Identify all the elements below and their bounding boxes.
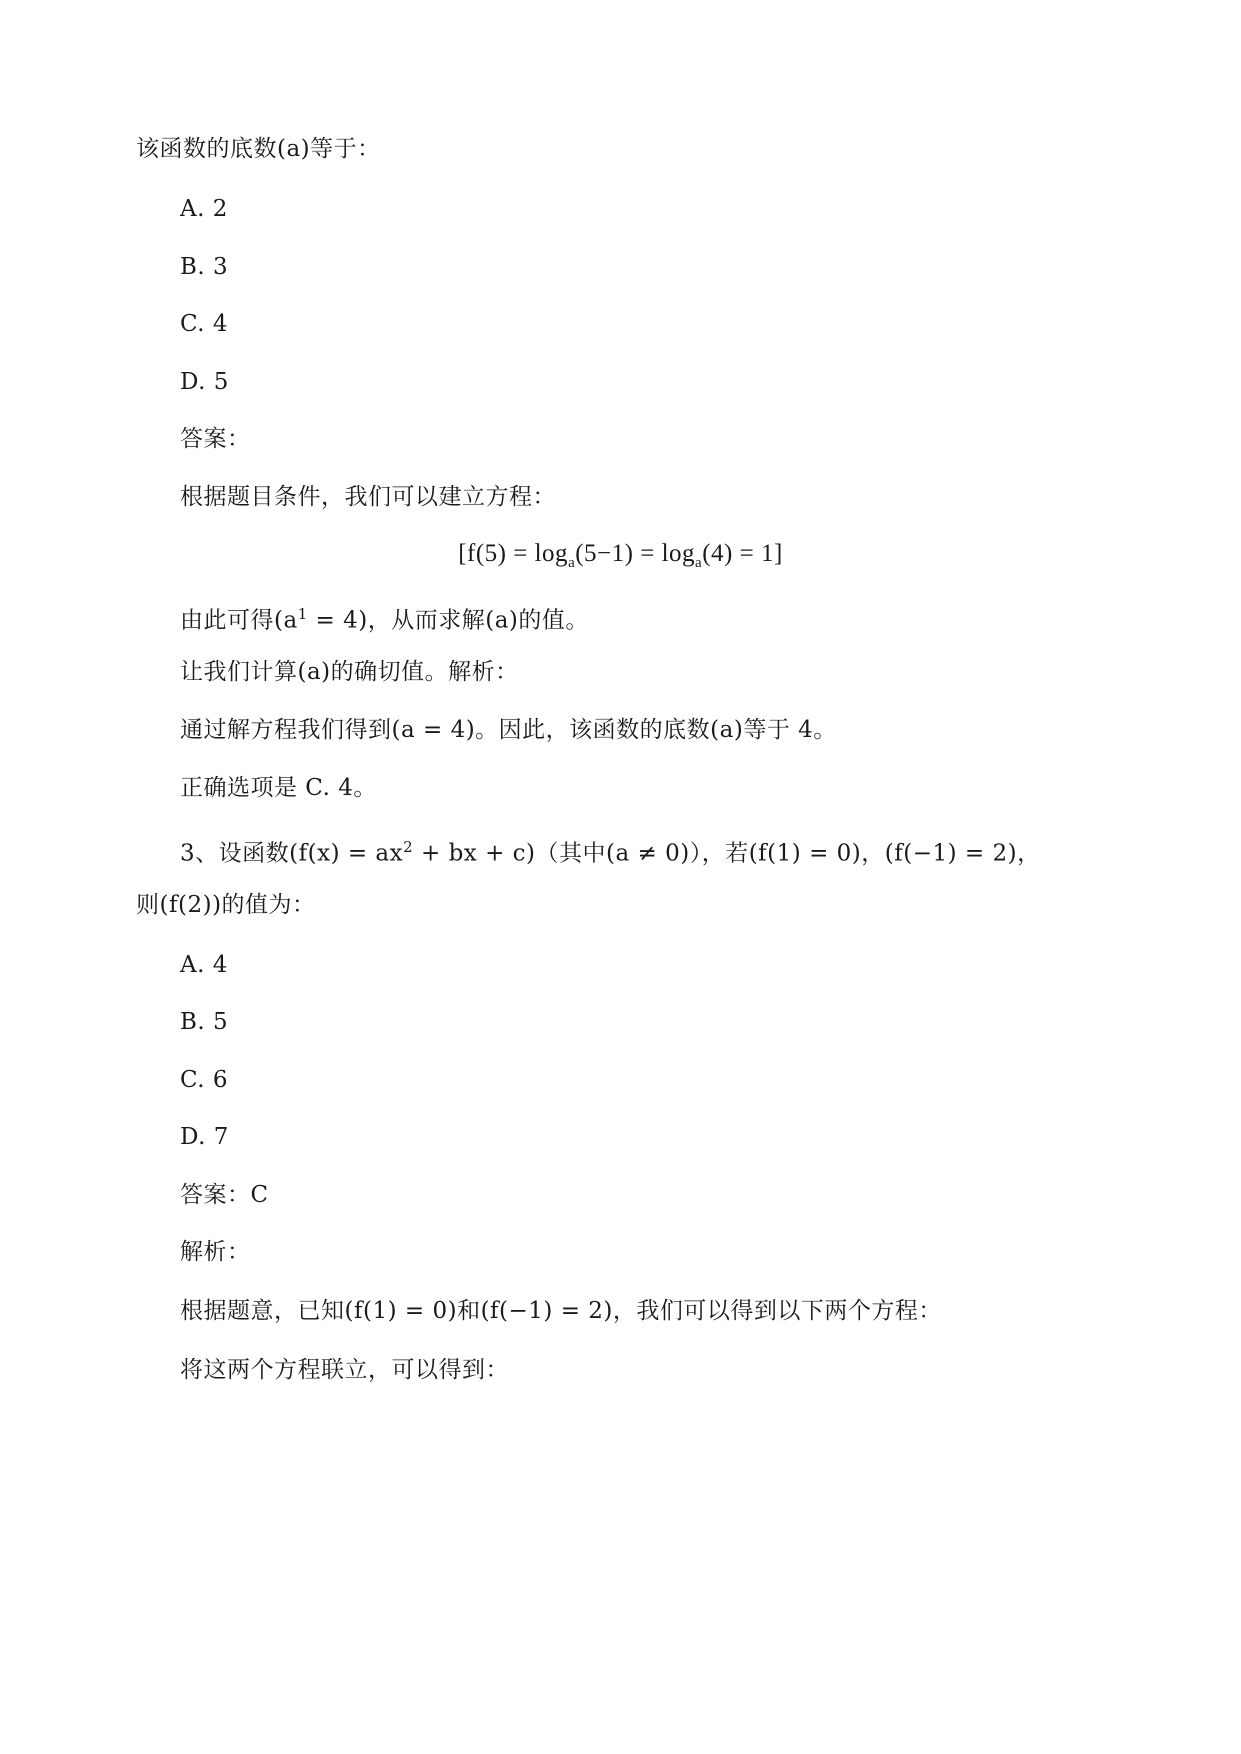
question-stem: 3、设函数($f(x) = ax^2$ + bx + c)（其中(a ≠ 0)），若(f(1) = 0)，(f(−1) = 2)， [180,838,1041,867]
question-stem: 该函数的底数(a)等于： [136,136,381,162]
option-b: B. 3 [180,254,229,280]
solution-line: 由此可得$(a^1 = 4)$，从而求解(a)的值。 [180,605,589,634]
formula: $[f(5) = \log_a(5-1) = \log_a(4) = 1]$ [458,540,783,571]
answer-line: 答案：C [180,1182,269,1208]
solution-line: 通过解方程我们得到(a = 4)。因此，该函数的底数(a)等于 4。 [180,717,837,743]
option-c: C. 6 [180,1067,229,1093]
analysis-label: 解析： [180,1239,251,1265]
option-b: B. 5 [180,1009,229,1035]
option-d: D. 7 [180,1124,229,1150]
option-d: D. 5 [180,369,229,395]
option-a: A. 4 [180,952,228,978]
answer-label: 答案： [180,426,251,452]
correct-option-line: 正确选项是 C. 4。 [180,775,377,801]
option-c: C. 4 [180,311,229,337]
solution-line: 将这两个方程联立，可以得到： [180,1357,509,1383]
question-stem-line2: 则(f(2))的值为： [136,892,316,918]
option-a: A. 2 [180,196,228,222]
solution-line: 让我们计算(a)的确切值。解析： [180,659,519,685]
solution-line: 根据题目条件，我们可以建立方程： [180,484,556,510]
solution-line: 根据题意，已知(f(1) = 0)和(f(−1) = 2)，我们可以得到以下两个方程： [180,1298,942,1324]
